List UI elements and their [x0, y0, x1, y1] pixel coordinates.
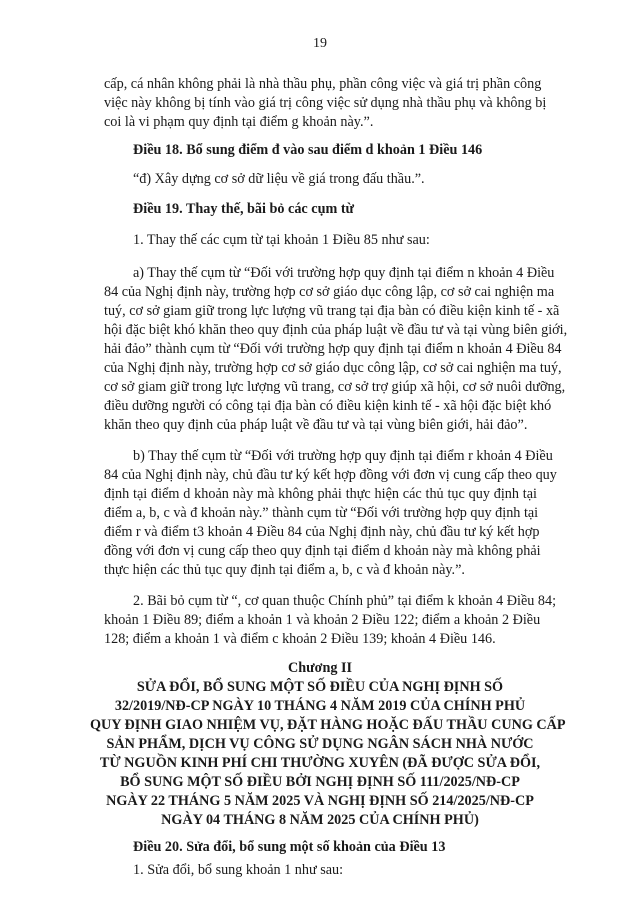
article-19-b-line: điểm a, b, c và đ khoản này.” thành cụm từ “Đối với trường hợp quy định tại [104, 505, 539, 521]
article-19-a-line: 84 của Nghị định này, trường hợp cơ sở giáo dục công lập, cơ sở cai nghiện ma [104, 284, 555, 300]
chapter-title-line: NGÀY 22 THÁNG 5 NĂM 2025 VÀ NGHỊ ĐỊNH SỐ 214/2025/NĐ-CP [106, 793, 534, 809]
intro-line: coi là vi phạm quy định tại điểm g khoản này.”. [104, 114, 374, 130]
article-19-a-line: điều dưỡng người có công tại địa bàn có điều kiện kinh tế - xã hội đặc biệt khó [104, 398, 552, 414]
article-19-b-line: b) Thay thế cụm từ “Đối với trường hợp quy định tại điểm r khoản 4 Điều [133, 448, 553, 464]
article-20-heading: Điều 20. Sửa đổi, bổ sung một số khoản của Điều 13 [133, 839, 446, 855]
article-19-b-line: thực hiện các thủ tục quy định tại điểm a, b, c và đ khoản này.”. [104, 562, 465, 578]
article-19-a-line: tuý, cơ sở giam giữ trong lực lượng vũ trang tại địa bàn có điều kiện kinh tế - xã [104, 303, 560, 319]
article-19-item-2-line: 2. Bãi bỏ cụm từ “, cơ quan thuộc Chính phủ” tại điểm k khoản 4 Điều 84; [133, 593, 557, 609]
article-19-a-line: a) Thay thế cụm từ “Đối với trường hợp quy định tại điểm n khoản 4 Điều [133, 265, 555, 281]
article-19-b-line: đồng với đơn vị cung cấp theo quy định tại điểm d khoản này mà không phải [104, 543, 541, 559]
article-19-item-2-line: 128; điểm a khoản 1 và điểm c khoản 2 Điều 139; khoản 4 Điều 146. [104, 631, 496, 647]
chapter-title-line: QUY ĐỊNH GIAO NHIỆM VỤ, ĐẶT HÀNG HOẶC ĐẤU THẦU CUNG CẤP [90, 717, 566, 733]
article-19-heading: Điều 19. Thay thế, bãi bỏ các cụm từ [133, 201, 355, 217]
chapter-title-line: SẢN PHẨM, DỊCH VỤ CÔNG SỬ DỤNG NGÂN SÁCH NHÀ NƯỚC [106, 736, 534, 752]
chapter-title-line: NGÀY 04 THÁNG 8 NĂM 2025 CỦA CHÍNH PHỦ) [161, 812, 479, 828]
intro-line: cấp, cá nhân không phải là nhà thầu phụ, phần công việc và giá trị phần công [104, 76, 542, 92]
chapter-title-line: TỪ NGUỒN KINH PHÍ CHI THƯỜNG XUYÊN (ĐÃ ĐƯỢC SỬA ĐỔI, [99, 755, 541, 771]
article-19-a-line: cơ sở giam giữ trong lực lượng vũ trang, cơ sở trợ giúp xã hội, cơ sở nuôi dưỡng, [104, 379, 566, 395]
article-19-a-line: của Nghị định này, trường hợp cơ sở giáo dục công lập, cơ sở cai nghiện ma tuý, [104, 360, 562, 376]
article-20-item-1: 1. Sửa đổi, bổ sung khoản 1 như sau: [133, 862, 344, 878]
article-19-b-line: định tại điểm d khoản này mà không phải thực hiện các thủ tục quy định tại [104, 486, 537, 502]
article-19-item-1: 1. Thay thế các cụm từ tại khoản 1 Điều 85 như sau: [133, 232, 430, 248]
article-19-a-line: hải đảo” thành cụm từ “Đối với trường hợp quy định tại điểm n khoản 4 Điều 84 [104, 341, 562, 357]
intro-line: việc này không bị tính vào giá trị công việc sử dụng nhà thầu phụ và không bị [104, 95, 547, 111]
article-19-b-line: 84 của Nghị định này, chủ đầu tư ký kết hợp đồng với đơn vị cung cấp theo quy [104, 467, 557, 483]
article-19-item-2-line: khoản 1 Điều 89; điểm a khoản 1 và khoản 2 Điều 122; điểm a khoản 2 Điều [104, 612, 541, 628]
chapter-title-line: 32/2019/NĐ-CP NGÀY 10 THÁNG 4 NĂM 2019 CỦA CHÍNH PHỦ [114, 698, 526, 714]
article-19-a-line: hội đặc biệt khó khăn theo quy định của pháp luật về đầu tư và tại vùng biên giới, [104, 322, 568, 338]
article-18-text: “đ) Xây dựng cơ sở dữ liệu về giá trong đấu thầu.”. [133, 171, 425, 187]
article-19-a-line: khăn theo quy định của pháp luật về đầu tư và tại vùng biên giới, hải đảo”. [104, 417, 528, 433]
article-19-b-line: điểm r và điểm t3 khoản 4 Điều 84 của Nghị định này, chủ đầu tư ký kết hợp [104, 524, 540, 540]
chapter-label: Chương II [287, 660, 353, 676]
chapter-title-line: BỔ SUNG MỘT SỐ ĐIỀU BỞI NGHỊ ĐỊNH SỐ 111/2025/NĐ-CP [120, 774, 520, 790]
page-number: 19 [313, 36, 327, 51]
chapter-title-line: SỬA ĐỔI, BỔ SUNG MỘT SỐ ĐIỀU CỦA NGHỊ ĐỊNH SỐ [136, 679, 504, 695]
article-18-heading: Điều 18. Bổ sung điểm đ vào sau điểm d khoản 1 Điều 146 [133, 142, 483, 158]
